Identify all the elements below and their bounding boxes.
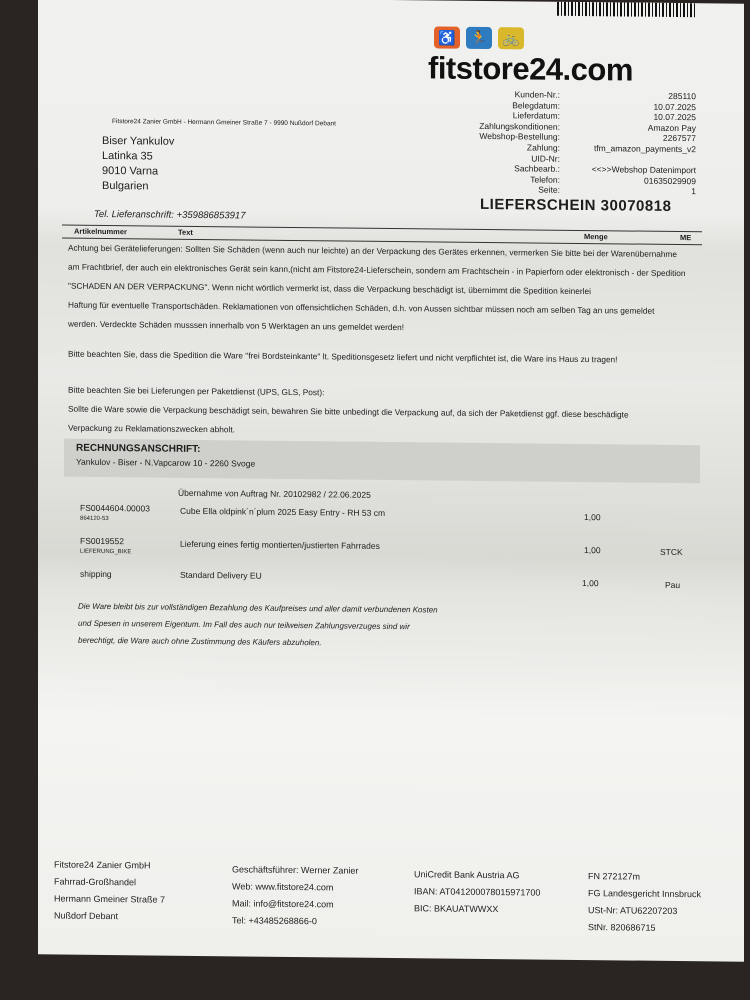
notice-paragraph-3 <box>68 381 629 444</box>
meta-label: Webshop-Bestellung: <box>479 131 560 143</box>
brand-logo: fitstore24.com <box>428 50 633 88</box>
footer-line: FN 272127m <box>588 871 641 882</box>
meta-value: tfm_amazon_payments_v2 <box>593 143 696 155</box>
meta-label: Seite: <box>538 184 560 196</box>
recipient-name: Biser Yankulov <box>102 134 175 148</box>
meta-label: Sachbearb.: <box>514 163 560 174</box>
item-qty: 1,00 <box>582 578 599 589</box>
item-sku: FS0044604.00003 <box>80 502 150 514</box>
order-reference: Übernahme von Auftrag Nr. 20102982 / 22.06.2025 <box>178 487 371 500</box>
footer-line: Nußdorf Debant <box>54 910 119 922</box>
meta-label: Lieferdatum: <box>512 110 560 121</box>
footer-line: Mail: info@fitstore24.com <box>232 898 334 910</box>
sender-line: Fitstore24 Zanier GmbH - Hermann Gmeiner Straße 7 - 9990 Nußdorf Debant <box>112 118 336 128</box>
meta-value: 01635029909 <box>643 175 696 186</box>
meta-label: Kunden-Nr.: <box>514 89 560 100</box>
item-text: Cube Ella oldpink´n´plum 2025 Easy Entry - RH 53 cm <box>180 505 386 518</box>
item-text: Lieferung eines fertig montierten/justierten Fahrrades <box>180 538 380 551</box>
notice-line: "SCHADEN AN DER VERPACKUNG". Wenn nicht wörtlich vermerkt ist, dass die Verpackung beschädigt ist, übernimmt die Spedition keinerlei <box>68 280 591 297</box>
notice-line: Bitte beachten Sie bei Lieferungen per Paketdienst (UPS, GLS, Post): <box>68 384 325 398</box>
retention-line: Die Ware bleibt bis zur vollständigen Bezahlung des Kaufpreises und aller damit verbundenen Kosten <box>78 601 438 615</box>
recipient-city: 9010 Varna <box>102 164 159 178</box>
col-article-number: Artikelnummer <box>74 226 127 237</box>
notice-line: Achtung bei Gerätelieferungen: Sollten Sie Schäden (wenn auch nur leichte) an der Verpackung des Gerätes erkennen, vermerken Sie bitte bei der Warenübernahme <box>68 242 677 259</box>
recipient-country: Bulgarien <box>102 179 149 193</box>
meta-value: 10.07.2025 <box>653 101 696 112</box>
recipient-address <box>102 134 174 195</box>
document-meta <box>438 88 696 197</box>
item-sku: shipping <box>80 568 112 580</box>
notice-line: Sollte die Ware sowie die Verpackung beschädigt sein, bewahren Sie bitte unbedingt die Verpackung auf, da sich der Paketdienst ggf. diese beschädigte <box>68 403 629 420</box>
meta-value: Amazon Pay <box>647 122 696 133</box>
item-qty: 1,00 <box>584 512 601 523</box>
recipient-street: Latinka 35 <box>102 149 153 163</box>
footer-line: FG Landesgericht Innsbruck <box>588 888 702 900</box>
barcode <box>557 2 697 17</box>
notice-line: werden. Verdeckte Schäden musssen innerhalb von 5 Werktagen an uns gemeldet werden! <box>68 318 405 333</box>
footer-line: Fahrrad-Großhandel <box>54 876 137 888</box>
meta-value: 285110 <box>668 90 696 102</box>
footer-line: Hermann Gmeiner Straße 7 <box>54 893 166 905</box>
billing-title: RECHNUNGSANSCHRIFT: <box>76 442 201 456</box>
meta-label: Belegdatum: <box>512 99 560 111</box>
footer-contact <box>232 861 358 930</box>
notice-line: Verpackung zu Reklamationszwecken abholt. <box>68 422 235 435</box>
footer-legal <box>588 868 701 937</box>
meta-label: Telefon: <box>530 174 560 185</box>
item-unit: STCK <box>660 546 683 558</box>
item-unit: Pau <box>665 579 681 591</box>
footer-line: Geschäftsführer: Werner Zanier <box>232 864 359 876</box>
item-subcode: LIEFERUNG_BIKE <box>80 548 132 556</box>
meta-value: 10.07.2025 <box>653 111 696 123</box>
footer-line: Fitstore24 Zanier GmbH <box>54 859 151 871</box>
item-sku: FS0019552 <box>80 535 124 547</box>
meta-label: Zahlung: <box>526 142 560 153</box>
col-quantity: Menge <box>584 232 608 242</box>
col-unit: ME <box>680 233 692 243</box>
item-qty: 1,00 <box>584 545 601 556</box>
rehab-icon: ♿ <box>434 26 460 48</box>
footer-bank <box>414 866 540 918</box>
billing-address: Yankulov - Biser - N.Vapcarow 10 - 2260 Svoge <box>76 456 256 469</box>
fitness-icon: 🏃 <box>466 27 492 49</box>
col-text: Text <box>178 227 193 237</box>
footer-line: UniCredit Bank Austria AG <box>414 869 520 881</box>
item-subcode: 864120-53 <box>80 515 109 523</box>
bike-icon: 🚲 <box>498 27 524 49</box>
meta-value: 2267577 <box>662 133 696 144</box>
footer-line: Tel: +43485268866-0 <box>232 915 317 927</box>
notice-paragraph-2: Bitte beachten Sie, dass die Spedition die Ware "frei Bordsteinkante" lt. Speditionsgesetz liefert und nicht verpflichtet ist, die Ware ins Haus zu tragen! <box>68 348 618 365</box>
retention-of-title <box>78 598 438 653</box>
notice-paragraph-1 <box>68 239 686 340</box>
meta-label: Zahlungskonditionen: <box>479 120 560 132</box>
retention-line: berechtigt, die Ware auch ohne Zustimmung des Käufers abzuholen. <box>78 635 322 648</box>
notice-line: am Frachtbrief, der auch ein elektronisches Gerät sein kann,(nicht am Fitstore24-Lieferschein, sondern am Frachtschein - in Papierforn oder elektronisch - der Spedition <box>68 261 686 279</box>
meta-label: UID-Nr: <box>531 153 560 164</box>
item-text: Standard Delivery EU <box>180 569 262 581</box>
footer-line: IBAN: AT041200078015971700 <box>414 886 541 898</box>
delivery-note-paper <box>38 0 744 962</box>
recipient-tel: Tel. Lieferanschrift: +359886853917 <box>94 208 246 222</box>
footer-line: Web: www.fitstore24.com <box>232 881 334 893</box>
notice-line: Haftung für eventuelle Transportschäden. Reklamationen von offensichtlichen Schäden, d.h. von Aussen sichtbar müssen noch am selben Tag an uns gemeldet <box>68 299 655 316</box>
footer-line: StNr. 820686715 <box>588 922 656 933</box>
meta-value: <<>>Webshop Datenimport <box>591 164 696 176</box>
brand-icons <box>434 26 524 49</box>
meta-value: 1 <box>691 186 696 197</box>
footer-line: BIC: BKAUATWWXX <box>414 903 499 915</box>
footer-company <box>54 856 165 925</box>
retention-line: und Spesen in unserem Eigentum. Im Fall des auch nur teilweisen Zahlungsverzuges sind wir <box>78 618 410 632</box>
footer-line: USt-Nr: ATU62207203 <box>588 905 678 916</box>
document-title: LIEFERSCHEIN 30070818 <box>480 195 672 215</box>
